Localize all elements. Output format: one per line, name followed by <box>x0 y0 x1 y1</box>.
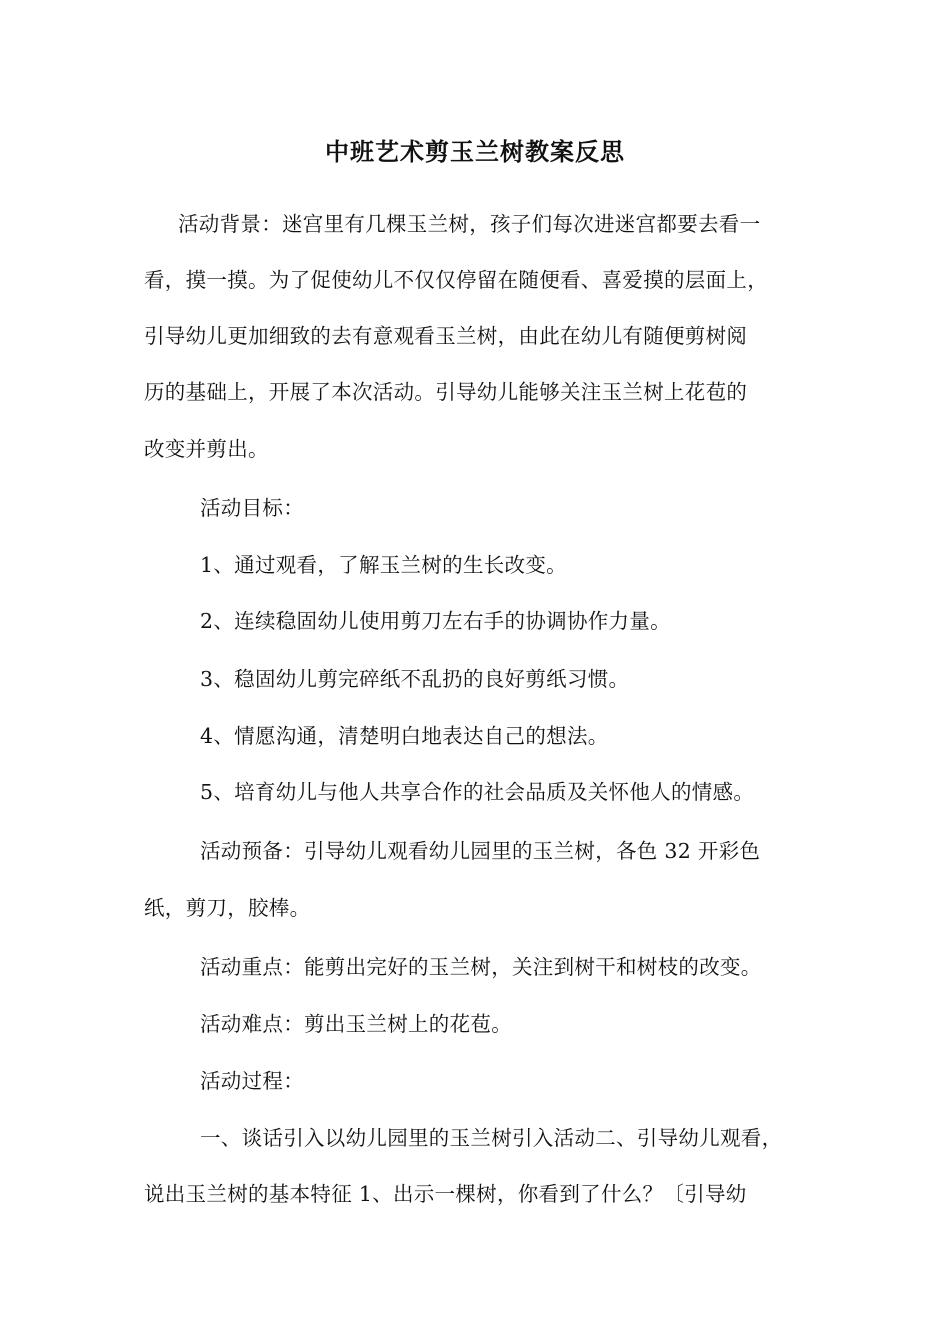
list-item: 4、情愿沟通，清楚明白地表达自己的想法。 <box>200 724 609 748</box>
paragraph-line: 一、谈话引入以幼儿园里的玉兰树引入活动二、引导幼儿观看， <box>200 1126 783 1150</box>
section-heading: 活动过程： <box>200 1069 304 1093</box>
paragraph-line: 活动重点：能剪出完好的玉兰树，关注到树干和树枝的改变。 <box>200 955 762 979</box>
paragraph-line: 引导幼儿更加细致的去有意观看玉兰树，由此在幼儿有随便剪树阅 <box>144 324 748 348</box>
list-item: 1、通过观看，了解玉兰树的生长改变。 <box>200 553 567 577</box>
paragraph-line: 改变并剪出。 <box>144 437 269 461</box>
paragraph-line: 活动背景：迷宫里有几棵玉兰树，孩子们每次进迷宫都要去看一 <box>178 212 761 236</box>
list-item: 5、培育幼儿与他人共享合作的社会品质及关怀他人的情感。 <box>200 780 755 804</box>
list-item: 2、连续稳固幼儿使用剪刀左右手的协调协作力量。 <box>200 609 671 633</box>
paragraph-line: 纸，剪刀，胶棒。 <box>144 896 311 920</box>
list-item: 3、稳固幼儿剪完碎纸不乱扔的良好剪纸习惯。 <box>200 667 630 691</box>
paragraph-line: 说出玉兰树的基本特征 1、出示一棵树，你看到了什么？〔引导幼 <box>144 1182 747 1206</box>
paragraph-line: 活动预备：引导幼儿观看幼儿园里的玉兰树，各色 32 开彩色 <box>200 839 761 863</box>
paragraph-line: 看，摸一摸。为了促使幼儿不仅仅停留在随便看、喜爱摸的层面上， <box>144 268 768 292</box>
paragraph-line: 历的基础上，开展了本次活动。引导幼儿能够关注玉兰树上花苞的 <box>144 380 748 404</box>
paragraph-line: 活动难点：剪出玉兰树上的花苞。 <box>200 1012 512 1036</box>
section-heading: 活动目标： <box>200 496 304 520</box>
document-title: 中班艺术剪玉兰树教案反思 <box>325 137 625 166</box>
